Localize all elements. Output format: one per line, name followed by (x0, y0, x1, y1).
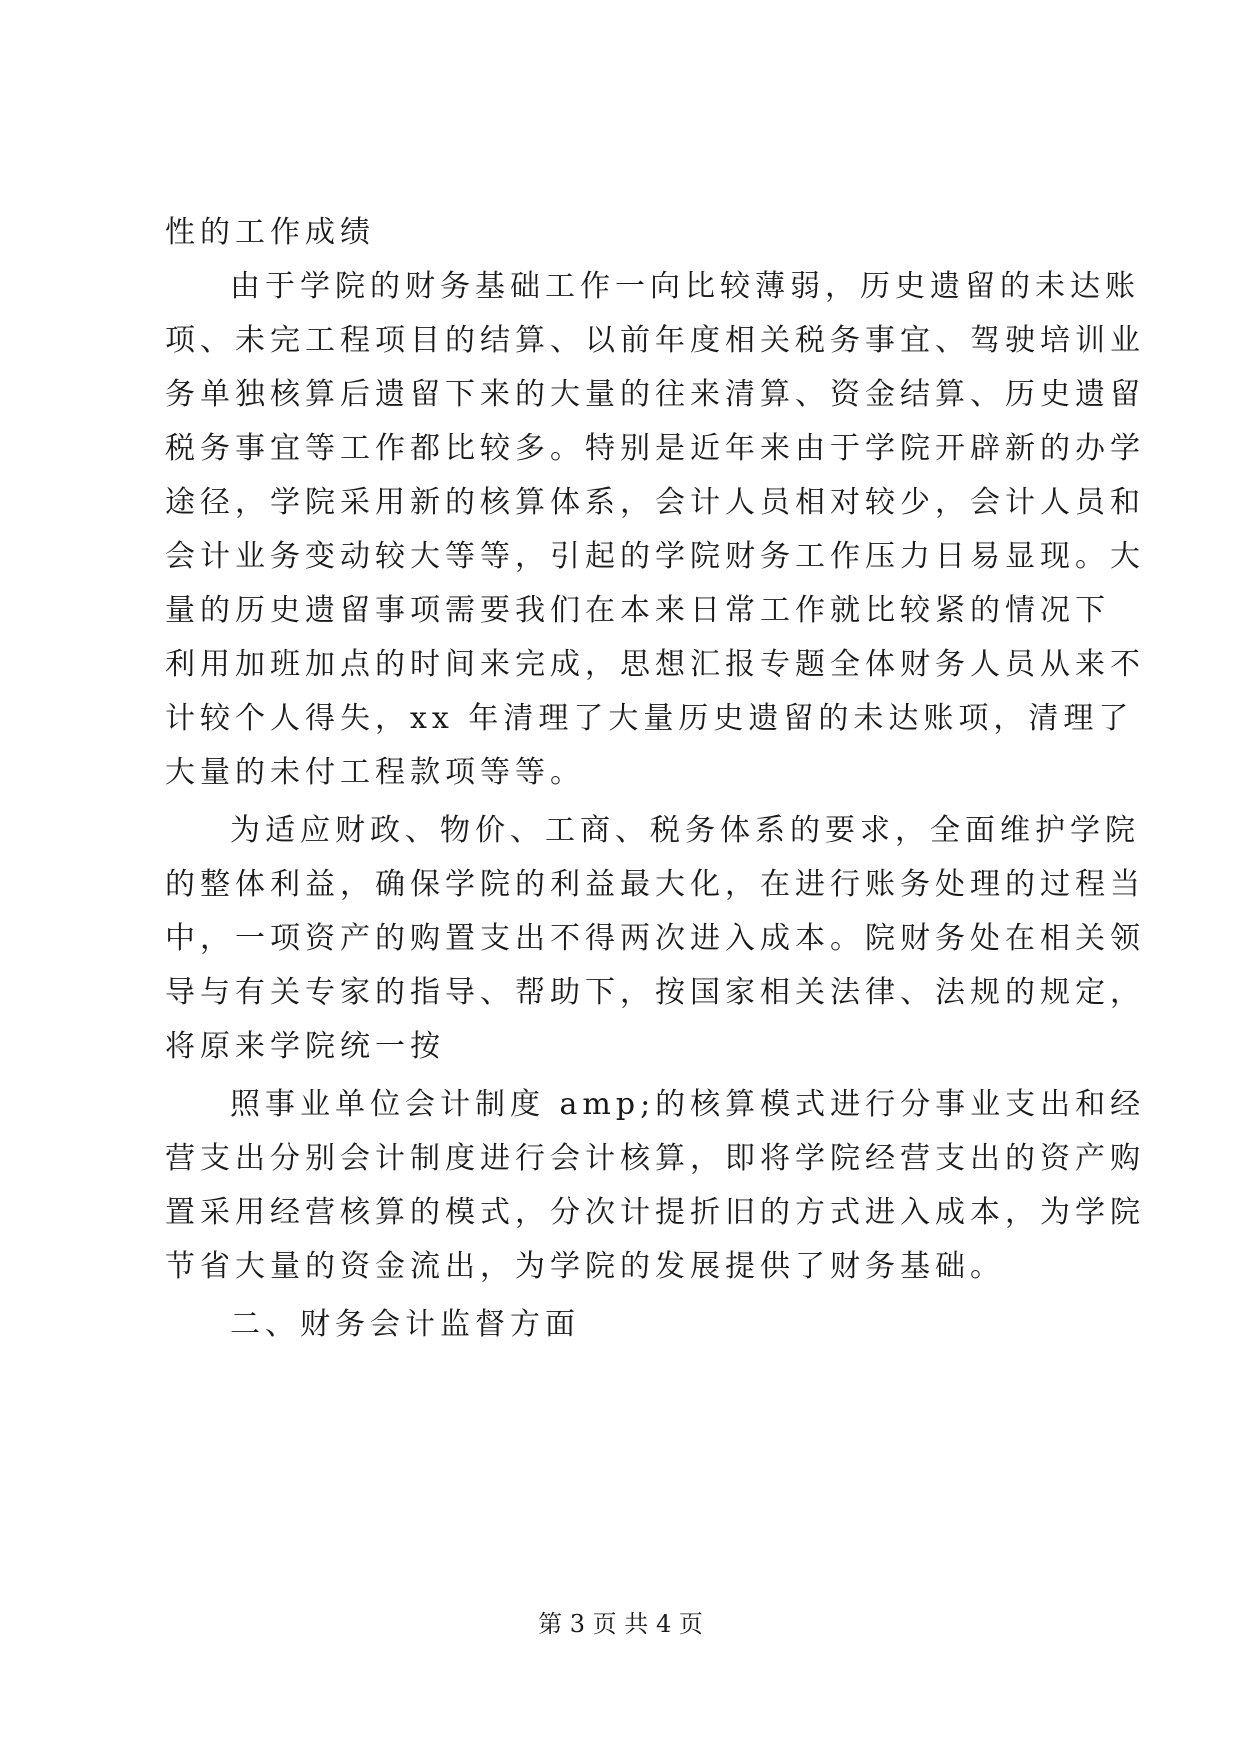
paragraph-line: 照事业单位会计制度 amp;的核算模式进行分事业支出和经 (230, 1087, 1146, 1122)
paragraph-line: 节省大量的资金流出，为学院的发展提供了财务基础。 (165, 1249, 1005, 1284)
paragraph-line: 将原来学院统一按 (165, 1029, 445, 1064)
paragraph-line: 途径，学院采用新的核算体系，会计人员相对较少，会计人员和 (165, 485, 1145, 520)
paragraph-line: 务单独核算后遗留下来的大量的往来清算、资金结算、历史遗留 (165, 377, 1145, 412)
paragraph-line: 性的工作成绩 (165, 215, 375, 250)
paragraph-line: 计较个人得失，xx 年清理了大量历史遗留的未达账项，清理了 (165, 701, 1134, 736)
paragraph-line: 由于学院的财务基础工作一向比较薄弱，历史遗留的未达账 (230, 269, 1140, 304)
paragraph-line: 置采用经营核算的模式，分次计提折旧的方式进入成本，为学院 (165, 1195, 1145, 1230)
paragraph-line: 营支出分别会计制度进行会计核算，即将学院经营支出的资产购 (165, 1141, 1145, 1176)
paragraph-line: 中，一项资产的购置支出不得两次进入成本。院财务处在相关领 (165, 921, 1145, 956)
paragraph-line: 的整体利益，确保学院的利益最大化，在进行账务处理的过程当 (165, 867, 1145, 902)
paragraph-line: 税务事宜等工作都比较多。特别是近年来由于学院开辟新的办学 (165, 431, 1145, 466)
paragraph-line: 量的历史遗留事项需要我们在本来日常工作就比较紧的情况下 (165, 593, 1110, 628)
paragraph-line: 会计业务变动较大等等，引起的学院财务工作压力日易显现。大 (165, 539, 1145, 574)
paragraph-line: 大量的未付工程款项等等。 (165, 755, 585, 790)
section-heading: 二、财务会计监督方面 (230, 1307, 580, 1342)
paragraph-line: 项、未完工程项目的结算、以前年度相关税务事宜、驾驶培训业 (165, 323, 1145, 358)
paragraph-line: 导与有关专家的指导、帮助下，按国家相关法律、法规的规定， (165, 975, 1145, 1010)
page-number-footer: 第 3 页 共 4 页 (538, 1610, 703, 1638)
paragraph-line: 为适应财政、物价、工商、税务体系的要求，全面维护学院 (230, 813, 1140, 848)
paragraph-line: 利用加班加点的时间来完成，思想汇报专题全体财务人员从来不 (165, 647, 1145, 682)
